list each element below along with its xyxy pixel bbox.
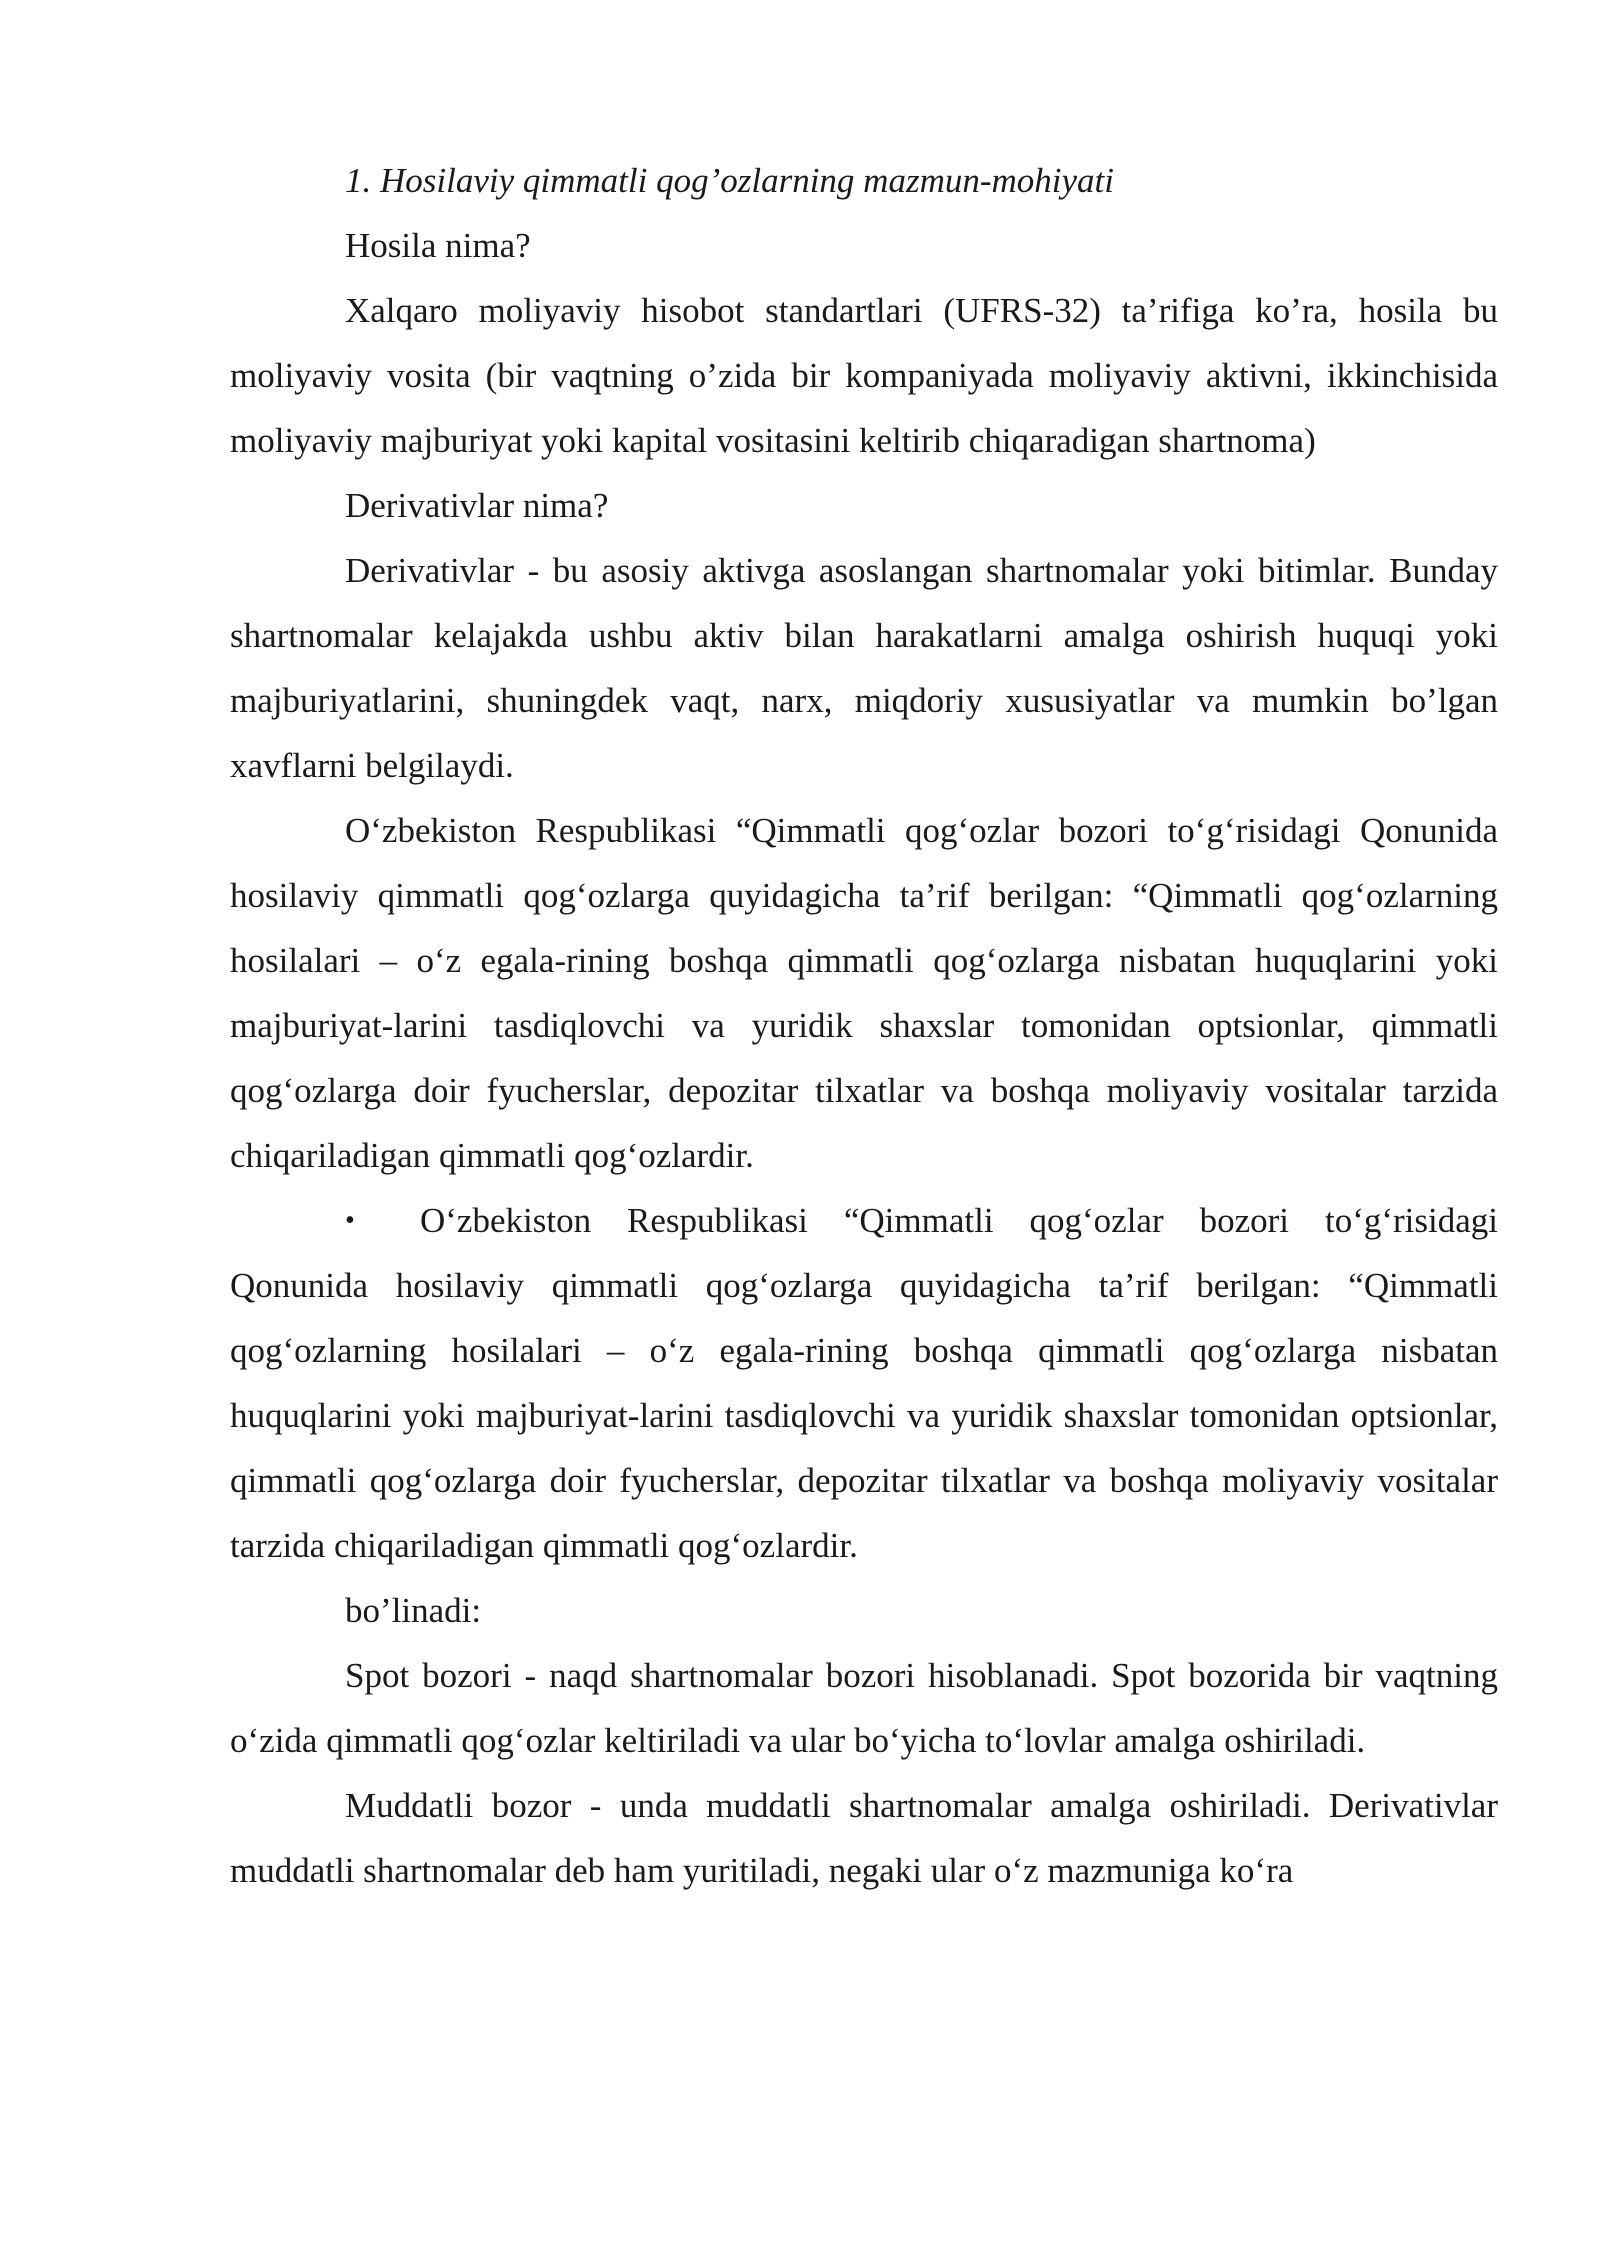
paragraph-divided: bo’linadi:: [345, 1591, 482, 1630]
question-derivatives: Derivativlar nima?: [345, 486, 609, 525]
document-body: [230, 148, 1498, 1903]
paragraph-spot-market: Spot bozori - naqd shartnomalar bozori hisoblanadi. Spot bozorida bir vaqtning o‘zida qimmatli qog‘ozlar keltiriladi va ular bo‘yicha to‘lovlar amalga oshiriladi.: [230, 1656, 1498, 1760]
paragraph-derivatives-definition: Derivativlar - bu asosiy aktivga asoslangan shartnomalar yoki bitimlar. Bunday shartnomalar kelajakda ushbu aktiv bilan harakatlarni amalga oshirish huquqi yoki majburiyatlarini, shuningdek vaqt, narx, miqdoriy xususiyatlar va mumkin bo’lgan xavflarni belgilaydi.: [230, 551, 1498, 785]
bullet-icon: •: [345, 1205, 355, 1236]
paragraph-futures-market: Muddatli bozor - unda muddatli shartnomalar amalga oshiriladi. Derivativlar muddatli shartnomalar deb ham yuritiladi, negaki ular o‘z mazmuniga ko‘ra: [230, 1786, 1498, 1890]
paragraph-ufrs-definition: Xalqaro moliyaviy hisobot standartlari (UFRS-32) ta’rifiga ko’ra, hosila bu moliyaviy vosita (bir vaqtning o’zida bir kompaniyada moliyaviy aktivni, ikkinchisida moliyaviy majburiyat yoki kapital vositasini keltirib chiqaradigan shartnoma): [230, 291, 1498, 460]
bullet-paragraph-text: O‘zbekiston Respublikasi “Qimmatli qog‘ozlar bozori to‘g‘risidagi Qonunida hosilaviy qimmatli qog‘ozlarga quyidagicha ta’rif berilgan: “Qimmatli qog‘ozlarning hosilalari – o‘z egala-rining boshqa qimmatli qog‘ozlarga nisbatan huquqlarini yoki majburiyat-larini tasdiqlovchi va yuridik shaxslar tomonidan optsionlar, qimmatli qog‘ozlarga doir fyucherslar, depozitar tilxatlar va boshqa moliyaviy vositalar tarzida chiqariladigan qimmatli qog‘ozlardir.: [230, 1201, 1498, 1565]
paragraph-law-definition: O‘zbekiston Respublikasi “Qimmatli qog‘ozlar bozori to‘g‘risidagi Qonunida hosilaviy qimmatli qog‘ozlarga quyidagicha ta’rif berilgan: “Qimmatli qog‘ozlarning hosilalari – o‘z egala-rining boshqa qimmatli qog‘ozlarga nisbatan huquqlarini yoki majburiyat-larini tasdiqlovchi va yuridik shaxslar tomonidan optsionlar, qimmatli qog‘ozlarga doir fyucherslar, depozitar tilxatlar va boshqa moliyaviy vositalar tarzida chiqariladigan qimmatli qog‘ozlardir.: [230, 811, 1498, 1175]
bullet-paragraph: [230, 1188, 1498, 1578]
question-derivative: Hosila nima?: [345, 226, 531, 265]
section-heading: 1. Hosilaviy qimmatli qog’ozlarning mazmun-mohiyati: [345, 161, 1114, 200]
